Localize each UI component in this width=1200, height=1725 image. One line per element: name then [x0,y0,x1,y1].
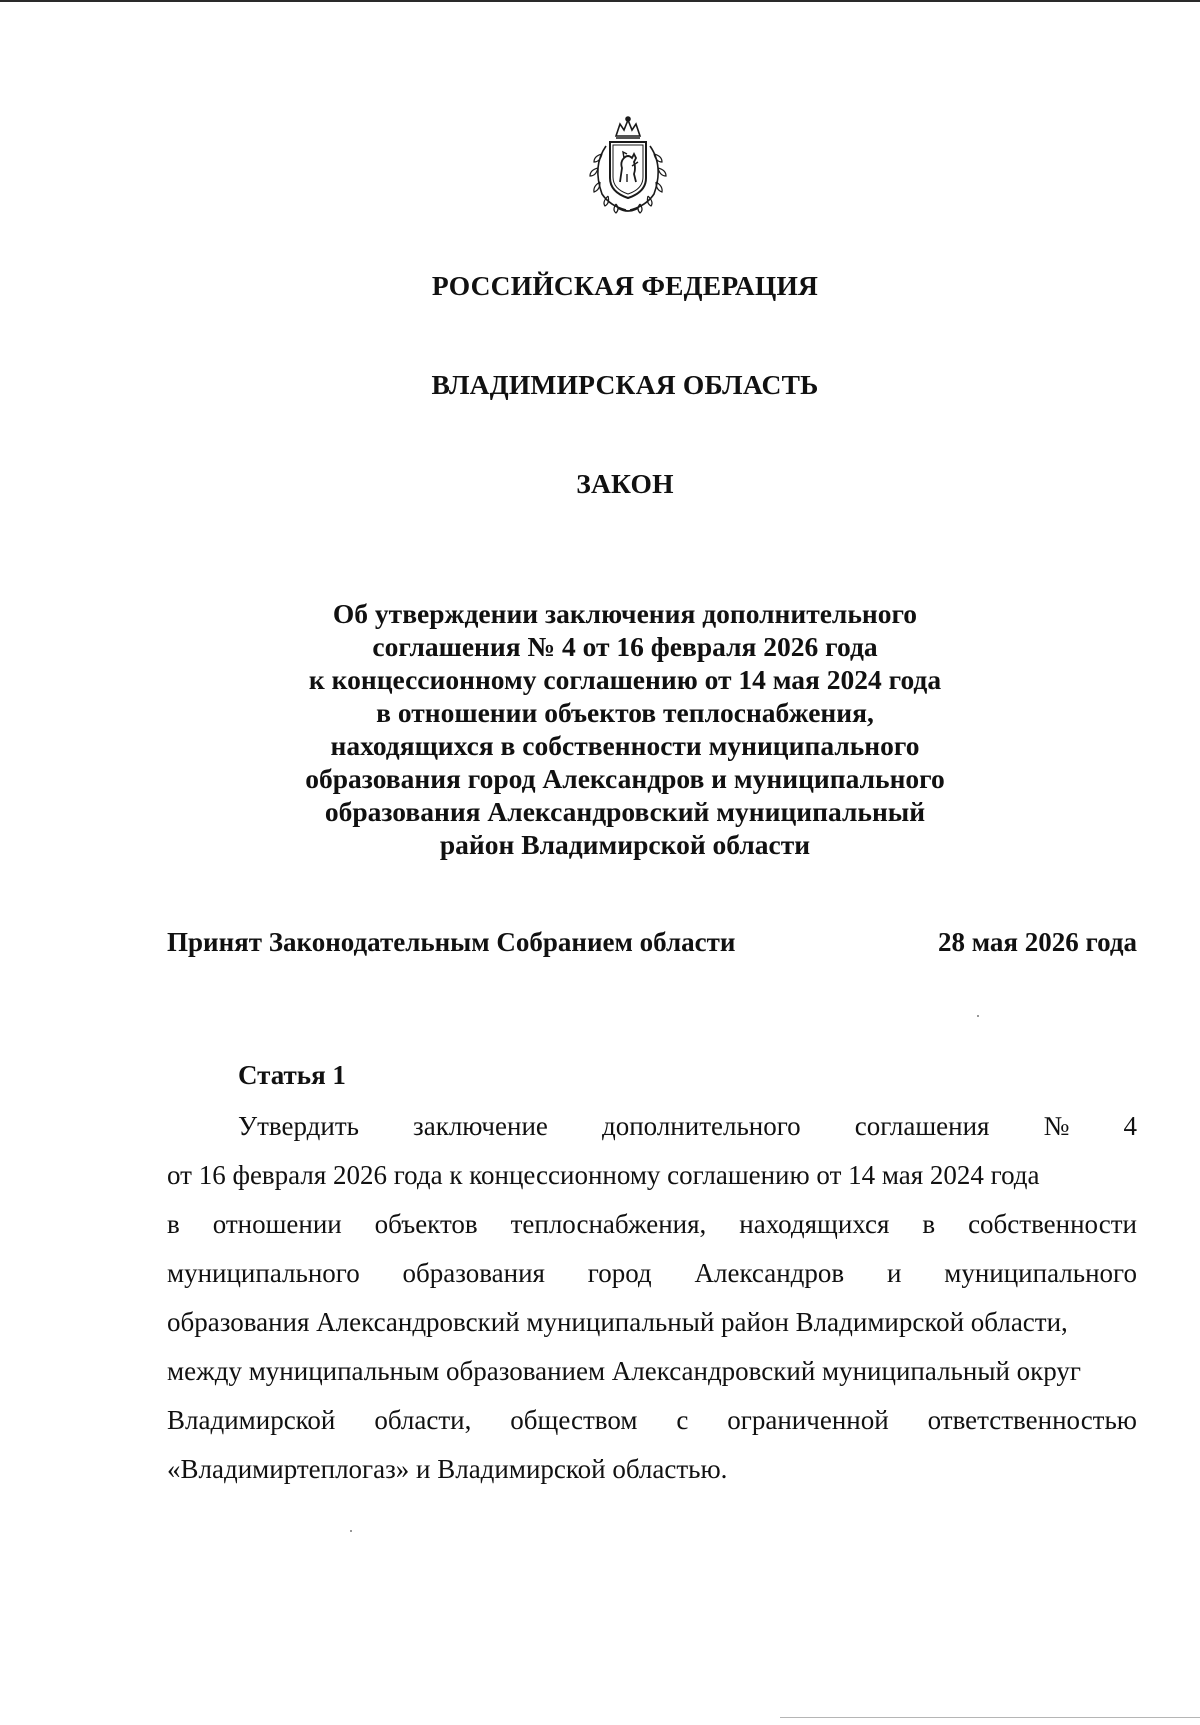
article-line: Владимирской области, обществом с ограниченной ответственностью [167,1405,1137,1435]
country-heading: РОССИЙСКАЯ ФЕДЕРАЦИЯ [431,270,819,301]
adoption-label: Принят Законодательным Собранием области [167,927,736,957]
article-line: образования Александровский муниципальный район Владимирской области, [167,1307,1068,1337]
article-line: между муниципальным образованием Александровский муниципальный округ [167,1356,1081,1386]
scan-bottom-edge [780,1717,1200,1718]
article-body [167,1102,1137,1494]
law-title-line: в отношении объектов теплоснабжения, [376,697,874,728]
article-line: в отношении объектов теплоснабжения, находящихся в собственности [167,1209,1137,1239]
adoption-date: 28 мая 2026 года [937,927,1137,957]
scan-top-edge [0,0,1200,2]
coat-of-arms-icon [580,116,676,216]
law-title-line: образования город Александров и муниципального [305,763,945,794]
article-line: Утвердить заключение дополнительного соглашения № 4 [238,1111,1137,1141]
law-title-line: соглашения № 4 от 16 февраля 2026 года [372,631,878,662]
region-heading: ВЛАДИМИРСКАЯ ОБЛАСТЬ [431,369,819,400]
law-title-line: Об утверждении заключения дополнительного [332,598,918,629]
law-title [0,597,1200,861]
scan-speck [977,1015,979,1017]
law-title-line: образования Александровский муниципальный [324,796,926,827]
article-line: от 16 февраля 2026 года к концессионному соглашению от 14 мая 2024 года [167,1160,1040,1190]
law-title-line: к концессионному соглашению от 14 мая 2024 года [308,664,942,695]
article-heading: Статья 1 [238,1060,346,1090]
doc-type-heading: ЗАКОН [576,468,674,499]
law-title-line: находящихся в собственности муниципального [330,730,920,761]
law-title-line: район Владимирской области [439,829,811,860]
article-line: муниципального образования город Александров и муниципального [167,1258,1137,1288]
scan-speck [350,1530,352,1532]
article-line: «Владимиртеплогаз» и Владимирской областью. [167,1454,728,1484]
